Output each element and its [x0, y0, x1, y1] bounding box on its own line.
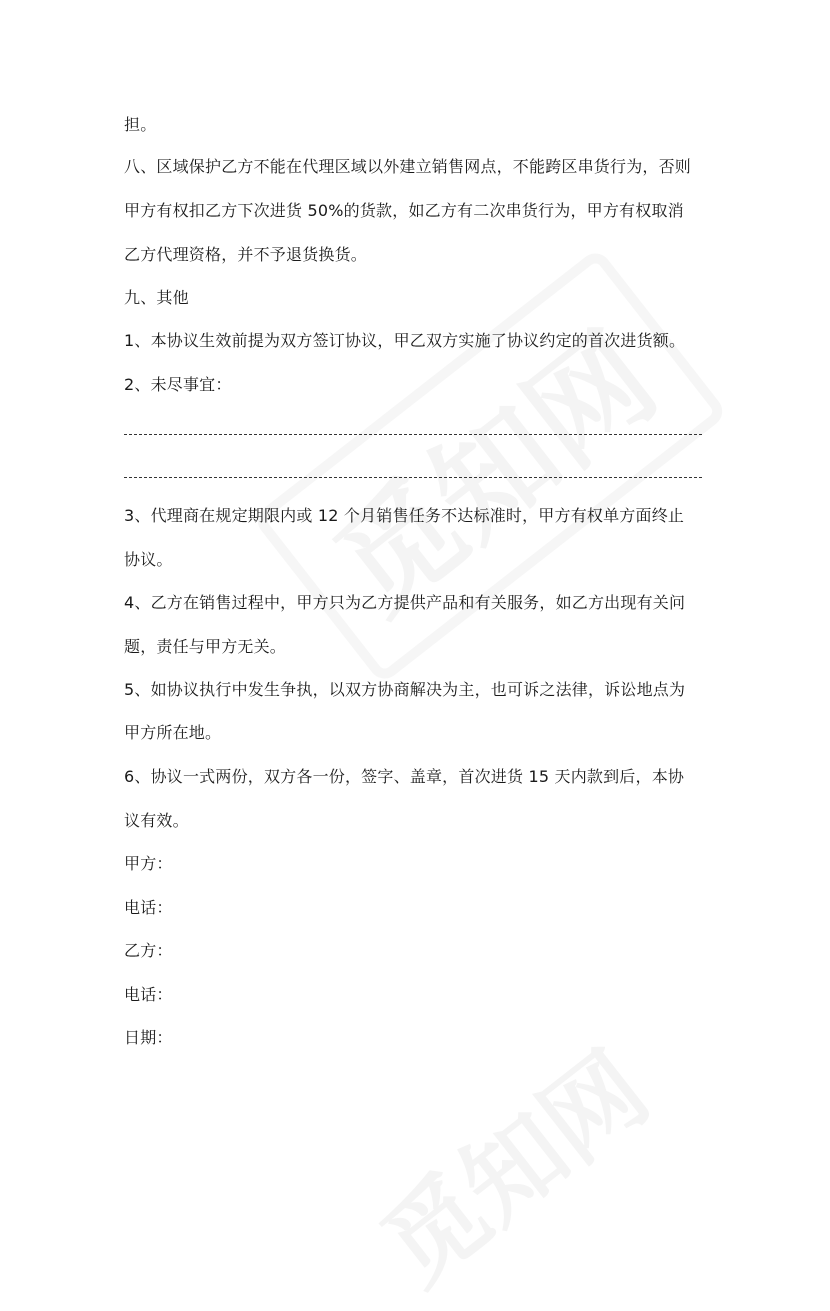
item-4-line-2: 题，责任与甲方无关。 [124, 637, 287, 656]
clause-8-line-1: 八、区域保护乙方不能在代理区域以外建立销售网点，不能跨区串货行为，否则 [124, 157, 692, 176]
party-a-phone-label: 电话： [124, 898, 173, 917]
party-a-label: 甲方： [124, 854, 173, 873]
item-4-line-1: 4、乙方在销售过程中，甲方只为乙方提供产品和有关服务，如乙方出现有关问 [124, 593, 686, 612]
date-label: 日期： [124, 1028, 173, 1047]
clause-8-line-3: 乙方代理资格，并不予退货换货。 [124, 245, 368, 264]
blank-line-1 [124, 434, 702, 435]
clause-8-line-2: 甲方有权扣乙方下次进货 50%的货款，如乙方有二次串货行为，甲方有权取消 [124, 201, 684, 220]
item-2: 2、未尽事宜： [124, 375, 232, 394]
watermark-bottom [347, 1013, 672, 1311]
party-b-phone-label: 电话： [124, 985, 173, 1004]
watermark [251, 247, 728, 685]
party-b-label: 乙方： [124, 941, 173, 960]
item-6-line-1: 6、协议一式两份，双方各一份，签字、盖章，首次进货 15 天内款到后，本协 [124, 767, 685, 786]
item-3-line-2: 协议。 [124, 550, 173, 569]
item-6-line-2: 议有效。 [124, 811, 189, 830]
item-5-line-1: 5、如协议执行中发生争执，以双方协商解决为主，也可诉之法律，诉讼地点为 [124, 680, 686, 699]
item-1: 1、本协议生效前提为双方签订协议，甲乙双方实施了协议约定的首次进货额。 [124, 331, 686, 350]
item-3-line-1: 3、代理商在规定期限内或 12 个月销售任务不达标准时，甲方有权单方面终止 [124, 506, 685, 525]
blank-line-2 [124, 477, 702, 478]
section-9-heading: 九、其他 [124, 288, 189, 307]
text-line: 担。 [124, 115, 157, 134]
item-5-line-2: 甲方所在地。 [124, 723, 222, 742]
